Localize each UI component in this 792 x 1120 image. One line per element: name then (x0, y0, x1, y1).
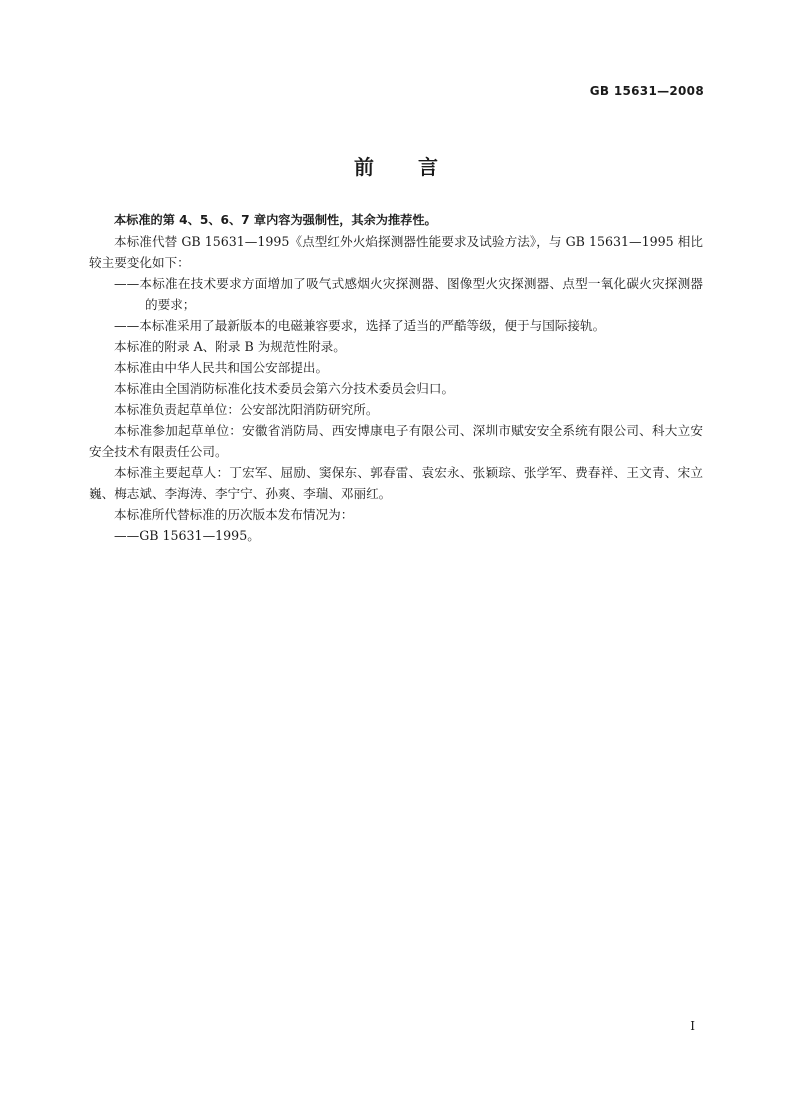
paragraph-mandatory-clauses: 本标准的第 4、5、6、7 章内容为强制性，其余为推荐性。 (114, 213, 437, 227)
paragraph-annexes: 本标准的附录 A、附录 B 为规范性附录。 (114, 339, 346, 354)
paragraph-administered-by: 本标准由全国消防标准化技术委员会第六分技术委员会归口。 (114, 381, 455, 396)
paragraph-history-intro: 本标准所代替标准的历次版本发布情况为： (114, 507, 354, 522)
paragraph-proposed-by: 本标准由中华人民共和国公安部提出。 (114, 360, 329, 375)
history-item: ——GB 15631—1995。 (114, 528, 260, 543)
paragraph-participating-orgs: 本标准参加起草单位：安徽省消防局、西安博康电子有限公司、深圳市赋安安全系统有限公司、科大立安安全技术有限责任公司。 (89, 423, 703, 459)
paragraph-replaces: 本标准代替 GB 15631—1995《点型红外火焰探测器性能要求及试验方法》，与 GB 15631—1995 相比较主要变化如下： (89, 234, 703, 270)
foreword-body (89, 210, 703, 546)
page-number: I (690, 1019, 695, 1033)
paragraph-drafters: 本标准主要起草人：丁宏军、屈励、窦保东、郭春雷、袁宏永、张颖琮、张学军、费春祥、王文青、宋立巍、梅志斌、李海涛、李宁宁、孙爽、李瑞、邓丽红。 (89, 465, 703, 501)
change-item-detectors: ——本标准在技术要求方面增加了吸气式感烟火灾探测器、图像型火灾探测器、点型一氧化碳火灾探测器的要求； (114, 276, 703, 312)
standard-number: GB 15631—2008 (589, 84, 704, 98)
paragraph-drafting-org: 本标准负责起草单位：公安部沈阳消防研究所。 (114, 402, 379, 417)
change-item-emc: ——本标准采用了最新版本的电磁兼容要求，选择了适当的严酷等级，便于与国际接轨。 (114, 318, 606, 333)
page-title: 前言 (354, 155, 482, 179)
